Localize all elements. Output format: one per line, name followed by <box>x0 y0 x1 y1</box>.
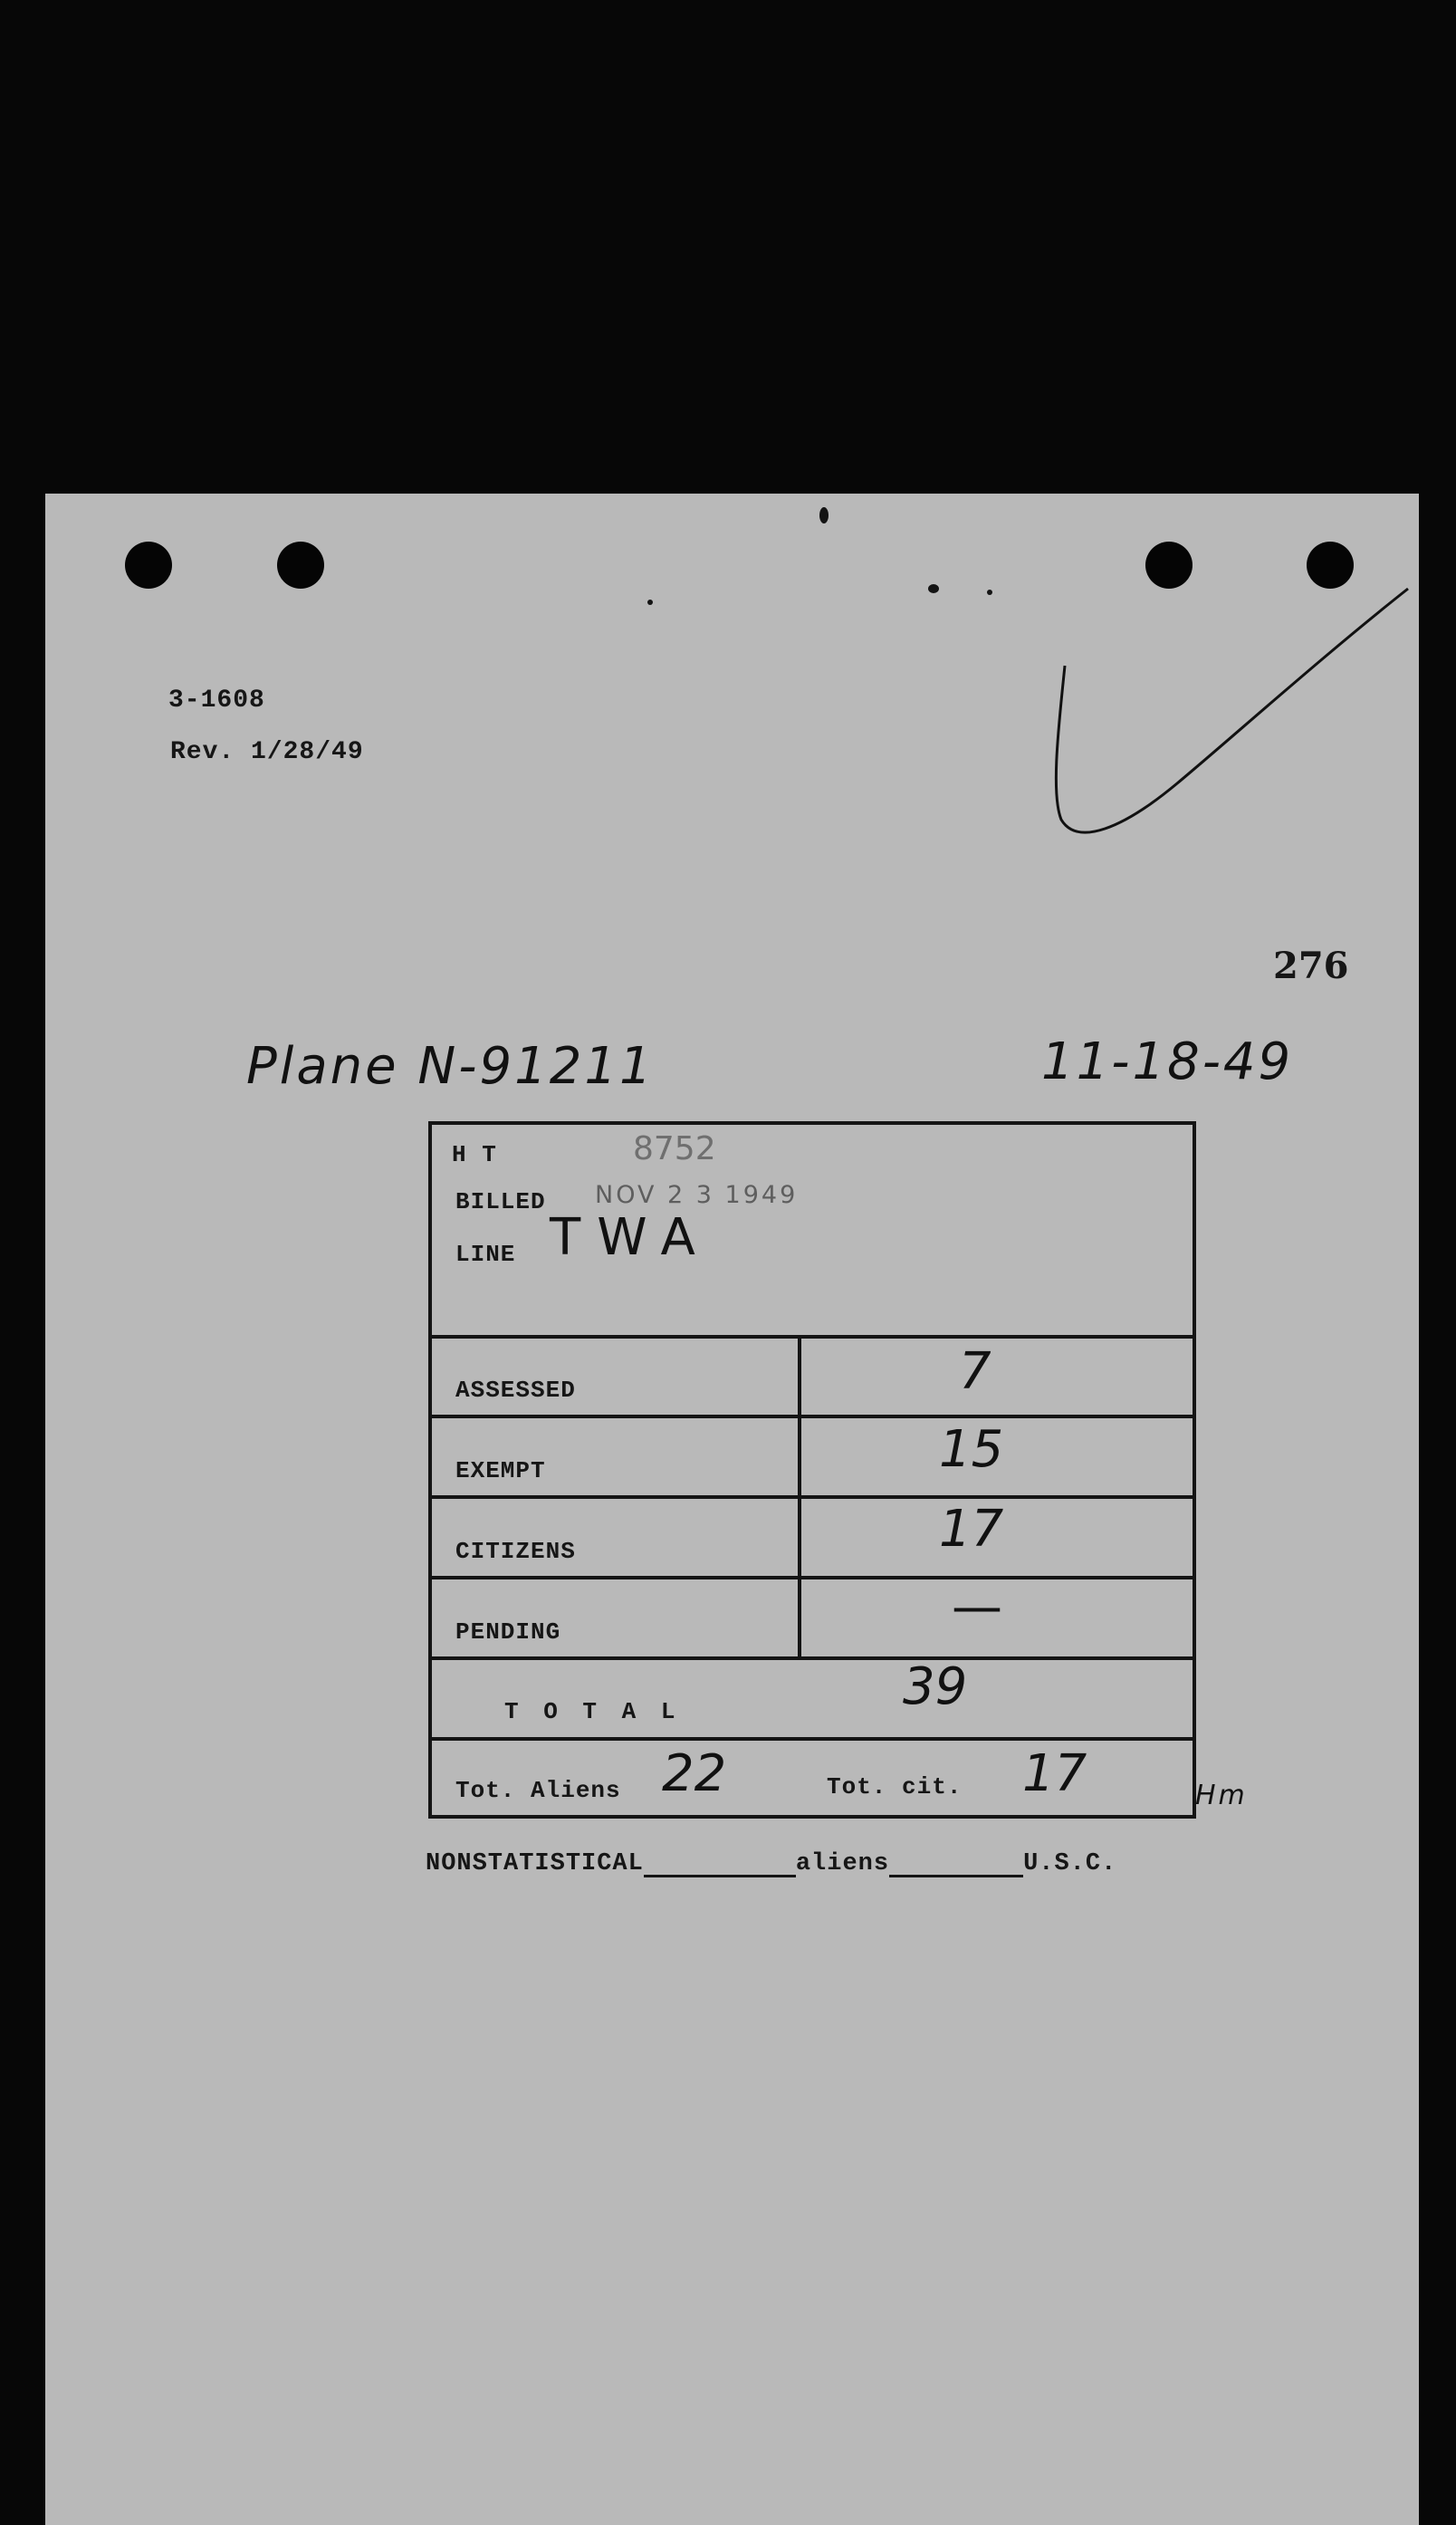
plane-number: Plane N-91211 <box>246 1037 655 1096</box>
billed-date-stamp: NOV 2 3 1949 <box>595 1181 799 1209</box>
form-divider <box>432 1576 1196 1579</box>
aliens-blank <box>889 1875 1023 1877</box>
ink-speck <box>819 507 829 523</box>
exempt-label: EXEMPT <box>455 1457 546 1484</box>
form-divider <box>432 1335 1196 1339</box>
exempt-value: 15 <box>939 1420 1004 1479</box>
tot-cit-value: 17 <box>1022 1744 1087 1803</box>
nonstatistical-blank <box>644 1875 796 1877</box>
pending-label: PENDING <box>455 1618 561 1646</box>
form-divider <box>432 1656 1196 1660</box>
usc-label: U.S.C. <box>1023 1850 1117 1877</box>
aliens-label: aliens <box>795 1850 890 1877</box>
ink-speck <box>928 584 939 593</box>
ink-speck <box>647 600 653 605</box>
initials: Hm <box>1195 1780 1248 1811</box>
pending-value: — <box>952 1578 1002 1637</box>
form-divider <box>432 1495 1196 1499</box>
line-value: TWA <box>550 1208 712 1267</box>
citizens-label: CITIZENS <box>455 1538 576 1565</box>
checkmark-icon <box>996 557 1413 847</box>
ht-number: 8752 <box>633 1130 716 1167</box>
nonstatistical-label: NONSTATISTICAL <box>426 1850 644 1877</box>
ht-label: H T <box>452 1141 497 1168</box>
tot-cit-label: Tot. cit. <box>827 1773 963 1800</box>
revision-date: Rev. 1/28/49 <box>170 738 364 766</box>
assessed-label: ASSESSED <box>455 1377 576 1404</box>
document-sheet <box>45 494 1419 2525</box>
form-divider <box>432 1415 1196 1418</box>
report-form <box>428 1121 1196 1819</box>
column-divider <box>798 1335 801 1657</box>
nonstatistical-line <box>426 1850 1116 1877</box>
total-value: 39 <box>903 1657 968 1716</box>
handwritten-date: 11-18-49 <box>1041 1032 1294 1091</box>
tot-aliens-value: 22 <box>662 1744 727 1803</box>
page-number: 276 <box>1273 945 1349 987</box>
ink-speck <box>987 590 992 595</box>
total-label: T O T A L <box>504 1698 681 1725</box>
line-label: LINE <box>455 1241 516 1268</box>
assessed-value: 7 <box>959 1342 991 1401</box>
form-divider <box>432 1737 1196 1741</box>
citizens-value: 17 <box>939 1500 1004 1559</box>
tot-aliens-label: Tot. Aliens <box>455 1777 621 1804</box>
punch-hole-2 <box>277 542 324 589</box>
punch-hole-1 <box>125 542 172 589</box>
form-id: 3-1608 <box>168 686 265 715</box>
billed-label: BILLED <box>455 1188 546 1215</box>
